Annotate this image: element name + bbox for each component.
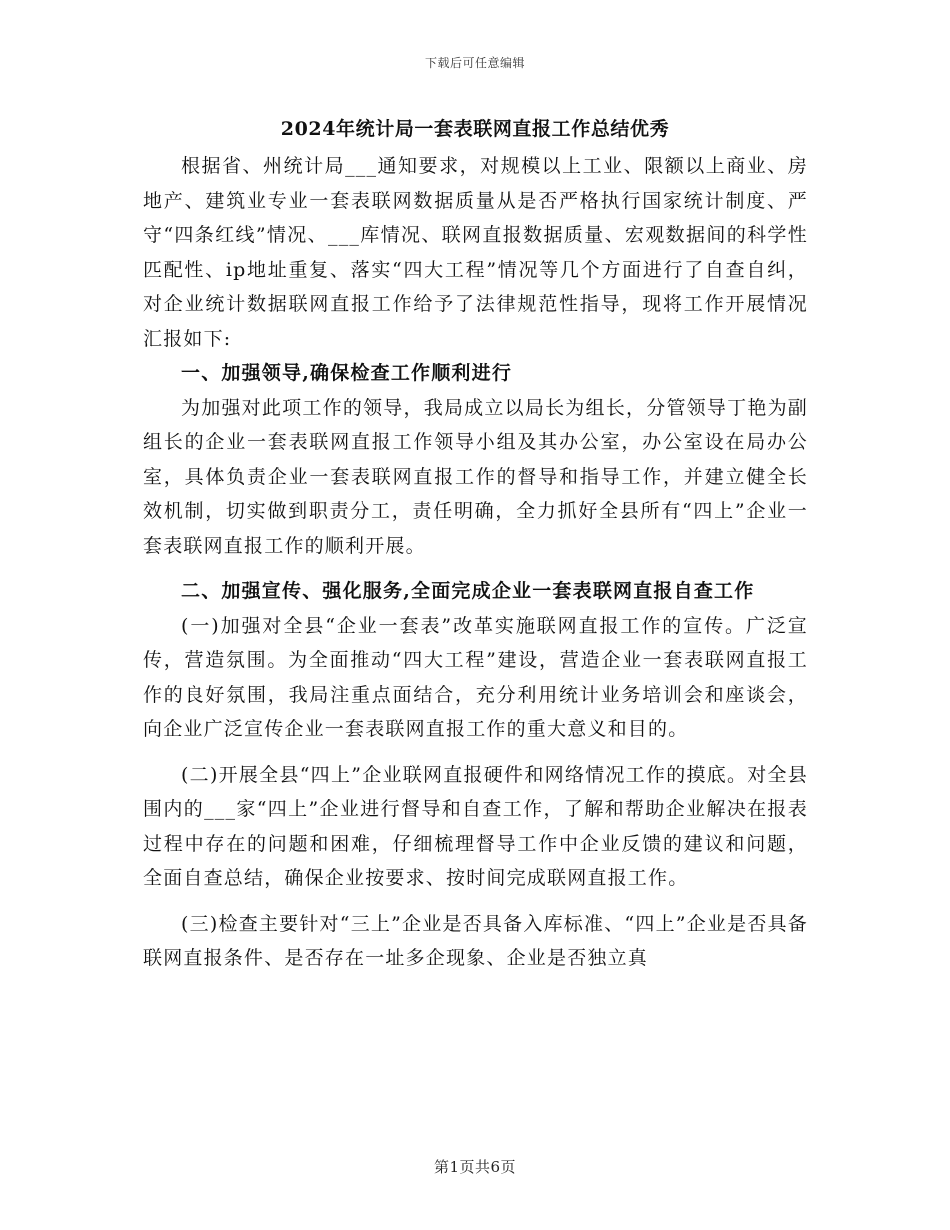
paragraph-item-2: (二)开展全县“四上”企业联网直报硬件和网络情况工作的摸底。对全县围内的___家“四上”企业进行督导和自查工作，了解和帮助企业解决在报表过程中存在的问题和困难，仔细梳理督导工作中企业反馈的建议和问题，全面自查总结，确保企业按要求、按时间完成联网直报工作。 (143, 763, 808, 889)
paragraph-item-3: (三)检查主要针对“三上”企业是否具备入库标准、“四上”企业是否具备联网直报条件、是否存在一址多企现象、企业是否独立真 (143, 912, 808, 969)
section-heading-2: 二、加强宣传、强化服务,全面完成企业一套表联网直报自查工作 (181, 580, 755, 602)
header-note: 下载后可任意编辑 (424, 56, 525, 70)
document-body (143, 149, 808, 976)
paragraph-leadership: 为加强对此项工作的领导，我局成立以局长为组长，分管领导丁艳为副组长的企业一套表联网直报工作领导小组及其办公室，办公室设在局办公室，具体负责企业一套表联网直报工作的督导和指导工作，并建立健全长效机制，切实做到职责分工，责任明确，全力抓好全县所有“四上”企业一套表联网直报工作的顺利开展。 (143, 396, 808, 557)
section-heading-1: 一、加强领导,确保检查工作顺利进行 (181, 362, 513, 384)
paragraph-intro: 根据省、州统计局___通知要求，对规模以上工业、限额以上商业、房地产、建筑业专业一套表联网数据质量从是否严格执行国家统计制度、严守“四条红线”情况、___库情况、联网直报数据质量、宏观数据间的科学性匹配性、ip地址重复、落实“四大工程”情况等几个方面进行了自查自纠，对企业统计数据联网直报工作给予了法律规范性指导，现将工作开展情况汇报如下: (143, 155, 808, 350)
document-title: 2024年统计局一套表联网直报工作总结优秀 (280, 118, 670, 140)
page-number: 第1页共6页 (433, 1158, 517, 1176)
paragraph-item-1: (一)加强对全县“企业一套表”改革实施联网直报工作的宣传。广泛宣传，营造氛围。为全面推动“四大工程”建设，营造企业一套表联网直报工作的良好氛围，我局注重点面结合，充分利用统计业务培训会和座谈会，向企业广泛宣传企业一套表联网直报工作的重大意义和目的。 (143, 614, 808, 740)
